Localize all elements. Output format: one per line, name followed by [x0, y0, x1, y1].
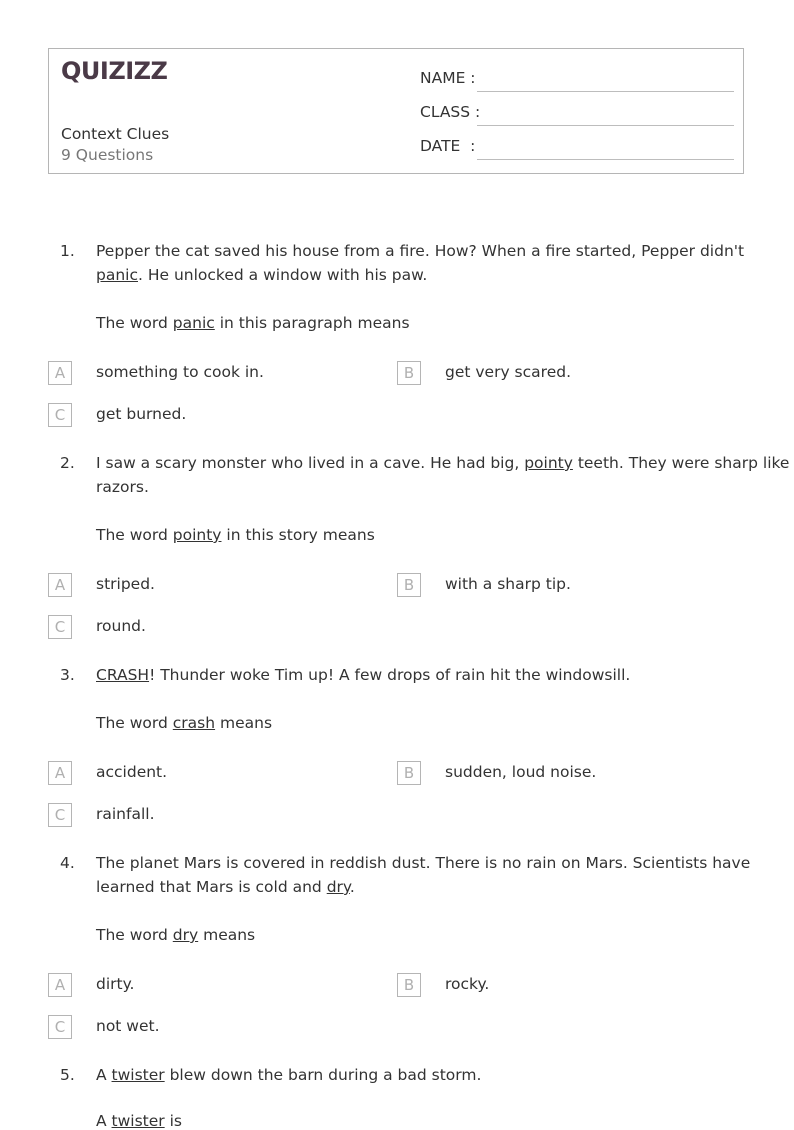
prompt-part: The word [96, 926, 173, 944]
option-c-box[interactable]: C [48, 615, 72, 639]
option-b-text[interactable]: get very scared. [445, 363, 571, 381]
prompt-part: The word [96, 714, 173, 732]
option-a-text[interactable]: something to cook in. [96, 363, 264, 381]
prompt-part: means [198, 926, 256, 944]
question-text-part: A [96, 1066, 112, 1084]
option-b-text[interactable]: with a sharp tip. [445, 575, 571, 593]
option-c-box[interactable]: C [48, 403, 72, 427]
question-text [96, 266, 427, 284]
question-text [96, 1066, 481, 1084]
question-number: 5. [60, 1066, 75, 1084]
option-b-text[interactable]: rocky. [445, 975, 490, 993]
class-field [420, 103, 734, 127]
question-number: 1. [60, 242, 75, 260]
date-label: DATE : [420, 137, 476, 155]
underlined-word: pointy [524, 454, 573, 472]
question-count: 9 Questions [61, 146, 154, 164]
prompt-part: The word [96, 314, 173, 332]
question-text: razors. [96, 478, 149, 496]
option-c-text[interactable]: get burned. [96, 405, 187, 423]
date-line [477, 159, 734, 160]
option-c-text[interactable]: round. [96, 617, 146, 635]
question-text-part: . He unlocked a window with his paw. [138, 266, 428, 284]
prompt-part: in this story means [221, 526, 375, 544]
question-number: 2. [60, 454, 75, 472]
underlined-word: crash [172, 714, 216, 732]
underlined-word: twister [111, 1112, 165, 1130]
worksheet-title: Context Clues [61, 125, 170, 143]
question-text [96, 454, 789, 472]
date-field [420, 137, 734, 161]
underlined-word: CRASH [96, 666, 150, 684]
prompt-part: A [96, 1112, 112, 1130]
option-a-text[interactable]: accident. [96, 763, 168, 781]
underlined-word: twister [111, 1066, 165, 1084]
quizizz-logo: QUIZIZZ [61, 57, 168, 85]
question-prompt [96, 314, 410, 332]
question-text-part: teeth. They were sharp like [572, 454, 790, 472]
prompt-part: The word [96, 526, 173, 544]
question-prompt [96, 714, 272, 732]
prompt-part: means [215, 714, 273, 732]
underlined-word: panic [96, 266, 138, 284]
question-prompt [96, 926, 255, 944]
underlined-word: dry [326, 878, 350, 896]
underlined-word: pointy [172, 526, 222, 544]
option-a-box[interactable]: A [48, 573, 72, 597]
class-label: CLASS : [420, 103, 481, 121]
question-prompt [96, 1112, 182, 1130]
option-c-text[interactable]: rainfall. [96, 805, 155, 823]
question-text: Pepper the cat saved his house from a fire. How? When a fire started, Pepper didn't [96, 242, 745, 260]
question-text-part: ! Thunder woke Tim up! A few drops of rain hit the windowsill. [149, 666, 631, 684]
question-text: The planet Mars is covered in reddish dust. There is no rain on Mars. Scientists have [96, 854, 751, 872]
question-text-part: learned that Mars is cold and [96, 878, 327, 896]
worksheet-header [48, 48, 744, 174]
prompt-part: is [164, 1112, 182, 1130]
question-prompt [96, 526, 375, 544]
option-b-box[interactable]: B [397, 761, 421, 785]
name-field [420, 69, 734, 93]
question-text-part: blew down the barn during a bad storm. [164, 1066, 482, 1084]
question-number: 3. [60, 666, 75, 684]
name-label: NAME : [420, 69, 476, 87]
option-c-text[interactable]: not wet. [96, 1017, 160, 1035]
question-number: 4. [60, 854, 75, 872]
question-text-part: . [349, 878, 355, 896]
option-b-box[interactable]: B [397, 573, 421, 597]
underlined-word: dry [172, 926, 199, 944]
option-a-box[interactable]: A [48, 361, 72, 385]
option-a-text[interactable]: striped. [96, 575, 155, 593]
option-a-box[interactable]: A [48, 973, 72, 997]
option-c-box[interactable]: C [48, 803, 72, 827]
name-line [477, 91, 734, 92]
class-line [477, 125, 734, 126]
option-b-box[interactable]: B [397, 973, 421, 997]
option-a-text[interactable]: dirty. [96, 975, 135, 993]
question-text [96, 878, 355, 896]
question-text-part: I saw a scary monster who lived in a cave. He had big, [96, 454, 525, 472]
option-a-box[interactable]: A [48, 761, 72, 785]
option-b-text[interactable]: sudden, loud noise. [445, 763, 597, 781]
underlined-word: panic [172, 314, 215, 332]
question-text [96, 666, 630, 684]
option-c-box[interactable]: C [48, 1015, 72, 1039]
option-b-box[interactable]: B [397, 361, 421, 385]
prompt-part: in this paragraph means [214, 314, 410, 332]
